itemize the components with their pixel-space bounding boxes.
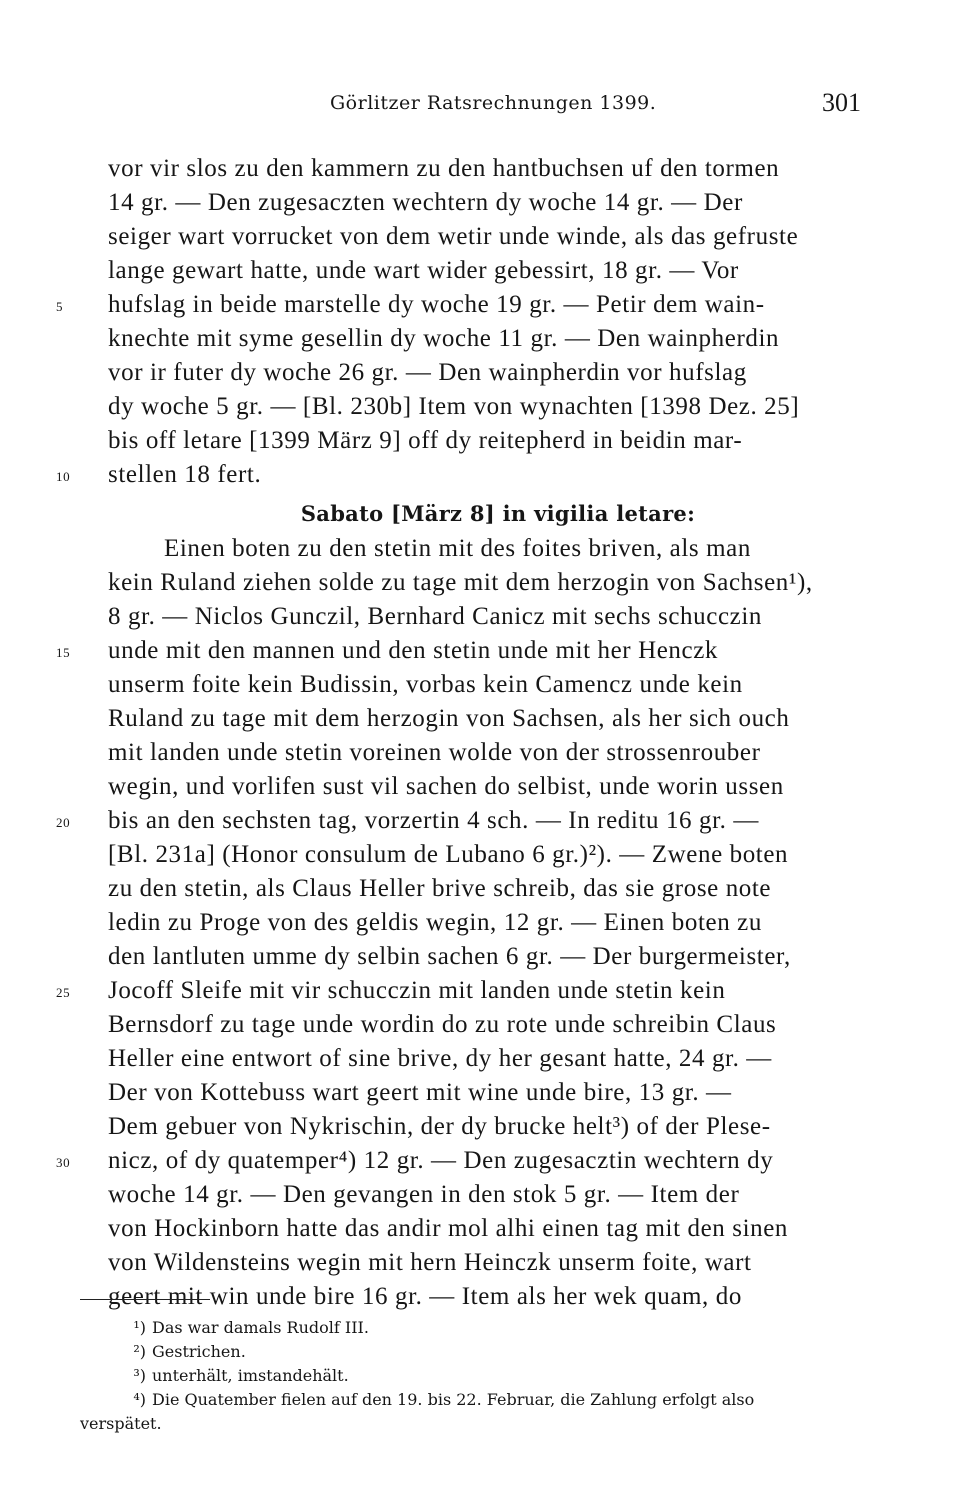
footnote xyxy=(80,1316,900,1340)
text-line xyxy=(108,1280,888,1314)
footnote-mark: ⁴) xyxy=(133,1390,146,1409)
line-text: 8 gr. — Niclos Gunczil, Bernhard Canicz mit sechs schucczin xyxy=(108,603,762,630)
footnote xyxy=(80,1388,900,1412)
line-text: geert mit win unde bire 16 gr. — Item als her wek quam, do xyxy=(108,1283,742,1310)
line-text: dy woche 5 gr. — [Bl. 230b] Item von wynachten [1398 Dez. 25] xyxy=(108,393,800,420)
line-text: wegin, und vorlifen sust vil sachen do selbist, unde worin ussen xyxy=(108,773,784,800)
text-line xyxy=(108,906,888,940)
line-text: unserm foite kein Budissin, vorbas kein Camencz unde kein xyxy=(108,671,743,698)
running-head: Görlitzer Ratsrechnungen 1399. xyxy=(330,92,657,114)
line-number: 15 xyxy=(56,645,71,660)
line-text: Dem gebuer von Nykrischin, der dy brucke helt³) of der Plese- xyxy=(108,1113,771,1140)
text-line xyxy=(108,220,888,254)
text-line xyxy=(108,152,888,186)
line-text: unde mit den mannen und den stetin unde mit her Henczk xyxy=(108,637,719,664)
footnote-mark: ¹) xyxy=(133,1318,146,1337)
text-line xyxy=(108,838,888,872)
text-line xyxy=(56,634,888,668)
text-line xyxy=(108,254,888,288)
text-line xyxy=(108,1042,888,1076)
line-number: 20 xyxy=(56,815,71,830)
text-line xyxy=(56,804,888,838)
text-line xyxy=(108,390,888,424)
line-text: von Hockinborn hatte das andir mol alhi einen tag mit den sinen xyxy=(108,1215,789,1242)
text-line xyxy=(108,1178,888,1212)
footnote-text: Die Quatember fielen auf den 19. bis 22. Februar, die Zahlung erfolgt also xyxy=(152,1390,755,1409)
line-text: knechte mit syme gesellin dy woche 11 gr. — Den wainpherdin xyxy=(108,325,780,352)
line-text: nicz, of dy quatemper⁴) 12 gr. — Den zugesacztin wechtern dy xyxy=(108,1147,774,1174)
text-line xyxy=(108,1212,888,1246)
text-line xyxy=(108,532,888,566)
footnote xyxy=(80,1364,900,1388)
line-text: vor ir futer dy woche 26 gr. — Den wainpherdin vor hufslag xyxy=(108,359,747,386)
text-line xyxy=(108,356,888,390)
line-text: seiger wart vorrucket von dem wetir unde winde, als das gefruste xyxy=(108,223,799,250)
text-line xyxy=(108,566,888,600)
footnote-text: Das war damals Rudolf III. xyxy=(152,1318,369,1337)
page-number: 301 xyxy=(822,88,861,117)
line-number: 30 xyxy=(56,1155,71,1170)
text-line xyxy=(108,1110,888,1144)
line-number: 25 xyxy=(56,985,71,1000)
text-line xyxy=(108,702,888,736)
line-text: 14 gr. — Den zugesaczten wechtern dy woche 14 gr. — Der xyxy=(108,189,743,216)
line-number: 5 xyxy=(56,299,64,314)
line-text: lange gewart hatte, unde wart wider gebessirt, 18 gr. — Vor xyxy=(108,257,739,284)
line-text: von Wildensteins wegin mit hern Heinczk unserm foite, wart xyxy=(108,1249,752,1276)
footnotes xyxy=(80,1316,900,1436)
line-text: den lantluten umme dy selbin sachen 6 gr. — Der burgermeister, xyxy=(108,943,791,970)
footnote-text: verspätet. xyxy=(80,1414,162,1433)
footnote-text: unterhält, imstandehält. xyxy=(152,1366,349,1385)
line-text: [Bl. 231a] (Honor consulum de Lubano 6 gr.)²). — Zwene boten xyxy=(108,841,789,868)
line-text: Jocoff Sleife mit vir schucczin mit landen unde stetin kein xyxy=(108,977,726,1004)
footnote xyxy=(80,1412,900,1436)
text-line xyxy=(108,940,888,974)
text-line xyxy=(108,1076,888,1110)
line-text: Der von Kottebuss wart geert mit wine unde bire, 13 gr. — xyxy=(108,1079,732,1106)
line-text: ledin zu Proge von des geldis wegin, 12 gr. — Einen boten zu xyxy=(108,909,762,936)
footnote-mark: ³) xyxy=(133,1366,146,1385)
text-line xyxy=(56,1144,888,1178)
line-text: Bernsdorf zu tage unde wordin do zu rote unde schreibin Claus xyxy=(108,1011,777,1038)
text-line xyxy=(56,288,888,322)
line-text: bis off letare [1399 März 9] off dy reitepherd in beidin mar- xyxy=(108,427,743,454)
text-line xyxy=(56,974,888,1008)
text-line xyxy=(108,736,888,770)
line-text: hufslag in beide marstelle dy woche 19 gr. — Petir dem wain- xyxy=(108,291,765,318)
line-number: 10 xyxy=(56,469,71,484)
text-line xyxy=(108,186,888,220)
line-text: bis an den sechsten tag, vorzertin 4 sch. — In reditu 16 gr. — xyxy=(108,807,759,834)
text-line xyxy=(108,1008,888,1042)
line-text: vor vir slos zu den kammern zu den hantbuchsen uf den tormen xyxy=(108,155,780,182)
text-line xyxy=(108,600,888,634)
line-text: Ruland zu tage mit dem herzogin von Sachsen, als her sich ouch xyxy=(108,705,790,732)
text-line xyxy=(108,770,888,804)
text-line xyxy=(108,424,888,458)
footnote-text: Gestrichen. xyxy=(152,1342,246,1361)
main-text xyxy=(56,152,888,1314)
text-line xyxy=(108,872,888,906)
line-text: kein Ruland ziehen solde zu tage mit dem herzogin von Sachsen¹), xyxy=(108,569,813,596)
section-heading: Sabato [März 8] in vigilia letare: xyxy=(300,501,696,526)
text-line xyxy=(56,458,888,492)
line-text: mit landen unde stetin voreinen wolde von der strossenrouber xyxy=(108,739,761,766)
line-text: Heller eine entwort of sine brive, dy her gesant hatte, 24 gr. — xyxy=(108,1045,772,1072)
line-text: zu den stetin, als Claus Heller brive schreib, das sie grose note xyxy=(108,875,772,902)
footnote-mark: ²) xyxy=(133,1342,146,1361)
line-text: stellen 18 fert. xyxy=(108,461,262,488)
line-text: woche 14 gr. — Den gevangen in den stok 5 gr. — Item der xyxy=(108,1181,740,1208)
text-line xyxy=(108,668,888,702)
footnote-divider xyxy=(80,1299,210,1300)
footnote xyxy=(80,1340,900,1364)
text-line xyxy=(108,1246,888,1280)
text-line xyxy=(108,322,888,356)
line-text: Einen boten zu den stetin mit des foites briven, als man xyxy=(164,535,751,562)
